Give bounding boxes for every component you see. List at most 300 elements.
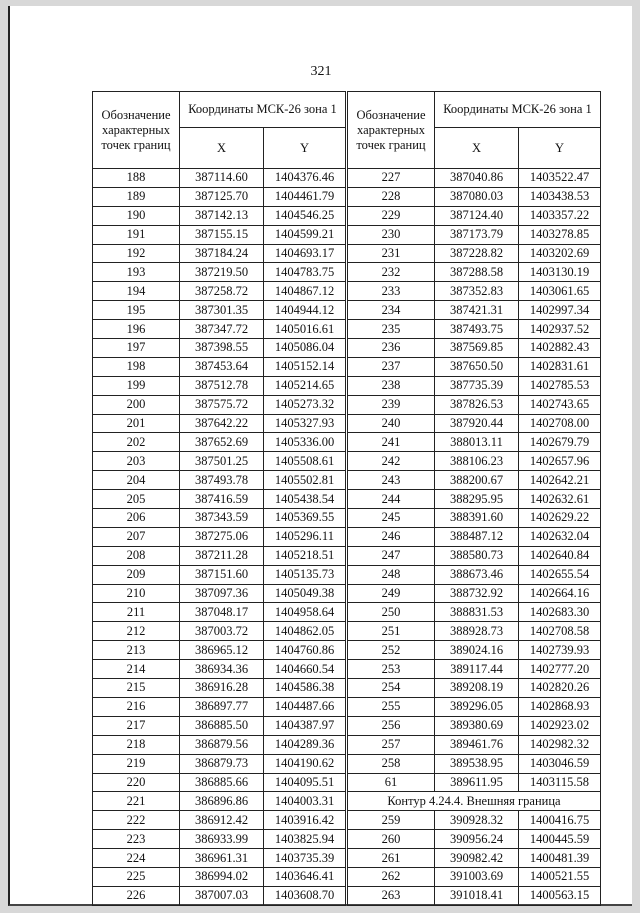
coordinates-table-right	[347, 91, 601, 906]
point-id-cell: 210	[93, 584, 180, 603]
table-row	[348, 584, 601, 603]
x-coord-cell: 389208.19	[435, 679, 519, 698]
y-coord-cell: 1402739.93	[519, 641, 601, 660]
point-id-cell: 261	[348, 849, 435, 868]
point-id-cell: 248	[348, 565, 435, 584]
x-coord-cell: 388732.92	[435, 584, 519, 603]
x-coord-cell: 387301.35	[180, 301, 264, 320]
y-coord-cell: 1405296.11	[264, 527, 346, 546]
x-coord-cell: 387228.82	[435, 244, 519, 263]
y-coord-cell: 1405135.73	[264, 565, 346, 584]
table-row	[348, 301, 601, 320]
table-row	[348, 395, 601, 414]
x-coord-cell: 388295.95	[435, 490, 519, 509]
point-id-cell: 256	[348, 716, 435, 735]
y-coord-cell: 1404693.17	[264, 244, 346, 263]
x-coord-cell: 387650.50	[435, 357, 519, 376]
table-row	[348, 603, 601, 622]
table-row	[348, 622, 601, 641]
point-id-cell: 230	[348, 225, 435, 244]
x-coord-cell: 388673.46	[435, 565, 519, 584]
x-coord-cell: 387173.79	[435, 225, 519, 244]
point-id-cell: 247	[348, 546, 435, 565]
table-row	[93, 414, 346, 433]
point-id-cell: 232	[348, 263, 435, 282]
y-coord-cell: 1402657.96	[519, 452, 601, 471]
y-coord-cell: 1402642.21	[519, 471, 601, 490]
table-row	[348, 679, 601, 698]
table-row	[93, 565, 346, 584]
table-row	[93, 584, 346, 603]
point-id-cell: 201	[93, 414, 180, 433]
point-id-cell: 192	[93, 244, 180, 263]
x-coord-cell: 386879.73	[180, 754, 264, 773]
point-id-cell: 195	[93, 301, 180, 320]
point-id-cell: 203	[93, 452, 180, 471]
y-coord-cell: 1402820.26	[519, 679, 601, 698]
y-coord-cell: 1405508.61	[264, 452, 346, 471]
y-coord-cell: 1404003.31	[264, 792, 346, 811]
table-row	[348, 339, 601, 358]
x-coord-cell: 387155.15	[180, 225, 264, 244]
table-row	[93, 527, 346, 546]
point-id-cell: 257	[348, 735, 435, 754]
table-row	[93, 697, 346, 716]
y-column-header: Y	[519, 128, 601, 169]
table-row	[348, 187, 601, 206]
table-row	[93, 886, 346, 905]
point-column-header: Обозначение характерных точек границ	[348, 92, 435, 169]
x-coord-cell: 387048.17	[180, 603, 264, 622]
point-id-cell: 211	[93, 603, 180, 622]
point-id-cell: 246	[348, 527, 435, 546]
y-coord-cell: 1402679.79	[519, 433, 601, 452]
y-coord-cell: 1402831.61	[519, 357, 601, 376]
x-coord-cell: 387512.78	[180, 376, 264, 395]
y-coord-cell: 1405502.81	[264, 471, 346, 490]
x-coord-cell: 387398.55	[180, 339, 264, 358]
y-coord-cell: 1403115.58	[519, 773, 601, 792]
table-row	[348, 565, 601, 584]
table-row	[93, 433, 346, 452]
y-coord-cell: 1405214.65	[264, 376, 346, 395]
y-coord-cell: 1405438.54	[264, 490, 346, 509]
y-coord-cell: 1400521.55	[519, 867, 601, 886]
x-coord-cell: 387258.72	[180, 282, 264, 301]
table-row	[93, 282, 346, 301]
y-coord-cell: 1403608.70	[264, 886, 346, 905]
x-coord-cell: 391003.69	[435, 867, 519, 886]
y-coord-cell: 1402937.52	[519, 320, 601, 339]
x-coord-cell: 386916.28	[180, 679, 264, 698]
x-coord-cell: 387493.75	[435, 320, 519, 339]
table-row	[348, 527, 601, 546]
x-coord-cell: 387343.59	[180, 509, 264, 528]
y-coord-cell: 1404546.25	[264, 206, 346, 225]
page-number: 321	[310, 64, 332, 79]
table-row	[93, 509, 346, 528]
x-coord-cell: 390928.32	[435, 811, 519, 830]
y-coord-cell: 1403735.39	[264, 849, 346, 868]
table-row	[348, 641, 601, 660]
y-coord-cell: 1404461.79	[264, 187, 346, 206]
x-coord-cell: 386961.31	[180, 849, 264, 868]
x-coord-cell: 387124.40	[435, 206, 519, 225]
y-coord-cell: 1402868.93	[519, 697, 601, 716]
table-row	[93, 263, 346, 282]
point-id-cell: 237	[348, 357, 435, 376]
x-coord-cell: 387288.58	[435, 263, 519, 282]
y-coord-cell: 1402743.65	[519, 395, 601, 414]
x-coord-cell: 387003.72	[180, 622, 264, 641]
y-coord-cell: 1405336.00	[264, 433, 346, 452]
point-id-cell: 221	[93, 792, 180, 811]
x-coord-cell: 390982.42	[435, 849, 519, 868]
document-page	[8, 6, 632, 906]
y-coord-cell: 1402708.58	[519, 622, 601, 641]
point-id-cell: 212	[93, 622, 180, 641]
x-column-header: X	[435, 128, 519, 169]
x-coord-cell: 387040.86	[435, 169, 519, 188]
table-row	[348, 244, 601, 263]
x-coord-cell: 387211.28	[180, 546, 264, 565]
table-row	[93, 376, 346, 395]
y-coord-cell: 1404958.64	[264, 603, 346, 622]
table-row	[93, 357, 346, 376]
x-coord-cell: 387421.31	[435, 301, 519, 320]
point-id-cell: 188	[93, 169, 180, 188]
x-coord-cell: 387569.85	[435, 339, 519, 358]
y-coord-cell: 1400445.59	[519, 830, 601, 849]
x-coord-cell: 387275.06	[180, 527, 264, 546]
y-coord-cell: 1405152.14	[264, 357, 346, 376]
x-coord-cell: 387151.60	[180, 565, 264, 584]
point-id-cell: 228	[348, 187, 435, 206]
x-coord-cell: 387575.72	[180, 395, 264, 414]
point-id-cell: 244	[348, 490, 435, 509]
y-coord-cell: 1405369.55	[264, 509, 346, 528]
point-id-cell: 243	[348, 471, 435, 490]
y-coord-cell: 1403061.65	[519, 282, 601, 301]
y-coord-cell: 1404867.12	[264, 282, 346, 301]
x-coord-cell: 387114.60	[180, 169, 264, 188]
x-coord-cell: 387184.24	[180, 244, 264, 263]
x-coord-cell: 386885.66	[180, 773, 264, 792]
point-id-cell: 219	[93, 754, 180, 773]
point-id-cell: 208	[93, 546, 180, 565]
x-coord-cell: 387493.78	[180, 471, 264, 490]
y-coord-cell: 1402882.43	[519, 339, 601, 358]
y-coord-cell: 1403130.19	[519, 263, 601, 282]
table-row	[93, 452, 346, 471]
table-row	[348, 849, 601, 868]
y-coord-cell: 1402632.61	[519, 490, 601, 509]
y-coord-cell: 1404289.36	[264, 735, 346, 754]
table-row	[348, 263, 601, 282]
table-row	[348, 225, 601, 244]
point-id-cell: 216	[93, 697, 180, 716]
x-coord-cell: 388391.60	[435, 509, 519, 528]
x-coord-cell: 387920.44	[435, 414, 519, 433]
coordinates-table-left	[92, 91, 346, 906]
table-row	[348, 433, 601, 452]
y-coord-cell: 1405327.93	[264, 414, 346, 433]
point-id-cell: 223	[93, 830, 180, 849]
y-coord-cell: 1400481.39	[519, 849, 601, 868]
y-coord-cell: 1402683.30	[519, 603, 601, 622]
table-row	[348, 206, 601, 225]
y-coord-cell: 1404487.66	[264, 697, 346, 716]
y-coord-cell: 1402664.16	[519, 584, 601, 603]
table-row	[93, 849, 346, 868]
point-id-cell: 220	[93, 773, 180, 792]
point-id-cell: 235	[348, 320, 435, 339]
point-id-cell: 214	[93, 660, 180, 679]
x-coord-cell: 389538.95	[435, 754, 519, 773]
point-id-cell: 231	[348, 244, 435, 263]
y-coord-cell: 1403646.41	[264, 867, 346, 886]
x-coord-cell: 387826.53	[435, 395, 519, 414]
x-coord-cell: 391018.41	[435, 886, 519, 905]
table-row	[348, 376, 601, 395]
table-row	[93, 716, 346, 735]
table-row	[93, 490, 346, 509]
table-row	[348, 735, 601, 754]
section-label: Контур 4.24.4. Внешняя граница	[348, 792, 601, 811]
y-coord-cell: 1400416.75	[519, 811, 601, 830]
table-row	[93, 471, 346, 490]
table-row	[348, 886, 601, 905]
point-id-cell: 242	[348, 452, 435, 471]
table-row	[93, 641, 346, 660]
y-column-header: Y	[264, 128, 346, 169]
table-row	[93, 339, 346, 358]
point-id-cell: 238	[348, 376, 435, 395]
x-coord-cell: 386897.77	[180, 697, 264, 716]
y-coord-cell: 1403202.69	[519, 244, 601, 263]
point-id-cell: 197	[93, 339, 180, 358]
point-id-cell: 234	[348, 301, 435, 320]
y-coord-cell: 1403357.22	[519, 206, 601, 225]
left-table-body	[93, 169, 346, 906]
y-coord-cell: 1403438.53	[519, 187, 601, 206]
y-coord-cell: 1405016.61	[264, 320, 346, 339]
x-coord-cell: 387501.25	[180, 452, 264, 471]
table-row	[348, 490, 601, 509]
y-coord-cell: 1405218.51	[264, 546, 346, 565]
table-row	[93, 603, 346, 622]
table-row	[93, 244, 346, 263]
y-coord-cell: 1404783.75	[264, 263, 346, 282]
point-id-cell: 61	[348, 773, 435, 792]
table-row	[348, 716, 601, 735]
y-coord-cell: 1405049.38	[264, 584, 346, 603]
x-coord-cell: 388487.12	[435, 527, 519, 546]
table-row	[348, 320, 601, 339]
point-id-cell: 190	[93, 206, 180, 225]
point-id-cell: 224	[93, 849, 180, 868]
table-row	[348, 169, 601, 188]
x-coord-cell: 387352.83	[435, 282, 519, 301]
x-coord-cell: 387735.39	[435, 376, 519, 395]
point-id-cell: 240	[348, 414, 435, 433]
x-coord-cell: 387142.13	[180, 206, 264, 225]
point-id-cell: 225	[93, 867, 180, 886]
table-row	[93, 187, 346, 206]
y-coord-cell: 1402632.04	[519, 527, 601, 546]
table-row	[93, 811, 346, 830]
table-row	[93, 735, 346, 754]
x-coord-cell: 386933.99	[180, 830, 264, 849]
table-row	[348, 697, 601, 716]
point-id-cell: 204	[93, 471, 180, 490]
table-row	[93, 792, 346, 811]
point-id-cell: 253	[348, 660, 435, 679]
x-coord-cell: 388013.11	[435, 433, 519, 452]
y-coord-cell: 1402982.32	[519, 735, 601, 754]
y-coord-cell: 1404760.86	[264, 641, 346, 660]
point-id-cell: 213	[93, 641, 180, 660]
y-coord-cell: 1405086.04	[264, 339, 346, 358]
table-row	[348, 830, 601, 849]
y-coord-cell: 1404387.97	[264, 716, 346, 735]
x-coord-cell: 387347.72	[180, 320, 264, 339]
point-id-cell: 222	[93, 811, 180, 830]
table-row	[348, 452, 601, 471]
point-id-cell: 258	[348, 754, 435, 773]
coords-group-header: Координаты МСК-26 зона 1	[180, 92, 346, 128]
point-id-cell: 255	[348, 697, 435, 716]
table-row	[93, 679, 346, 698]
x-coord-cell: 388928.73	[435, 622, 519, 641]
point-column-header: Обозначение характерных точек границ	[93, 92, 180, 169]
point-id-cell: 226	[93, 886, 180, 905]
x-coord-cell: 386896.86	[180, 792, 264, 811]
point-id-cell: 251	[348, 622, 435, 641]
table-row	[348, 660, 601, 679]
y-coord-cell: 1404095.51	[264, 773, 346, 792]
table-row	[93, 773, 346, 792]
point-id-cell: 260	[348, 830, 435, 849]
x-coord-cell: 390956.24	[435, 830, 519, 849]
table-row	[93, 830, 346, 849]
point-id-cell: 205	[93, 490, 180, 509]
table-row	[93, 225, 346, 244]
point-id-cell: 263	[348, 886, 435, 905]
x-coord-cell: 388200.67	[435, 471, 519, 490]
point-id-cell: 239	[348, 395, 435, 414]
y-coord-cell: 1404586.38	[264, 679, 346, 698]
x-coord-cell: 386965.12	[180, 641, 264, 660]
x-coord-cell: 386879.56	[180, 735, 264, 754]
coords-group-header: Координаты МСК-26 зона 1	[435, 92, 601, 128]
point-id-cell: 250	[348, 603, 435, 622]
point-id-cell: 193	[93, 263, 180, 282]
right-table-body	[348, 169, 601, 906]
point-id-cell: 215	[93, 679, 180, 698]
x-coord-cell: 389380.69	[435, 716, 519, 735]
x-coord-cell: 386885.50	[180, 716, 264, 735]
point-id-cell: 207	[93, 527, 180, 546]
point-id-cell: 241	[348, 433, 435, 452]
x-coord-cell: 387219.50	[180, 263, 264, 282]
point-id-cell: 202	[93, 433, 180, 452]
y-coord-cell: 1404376.46	[264, 169, 346, 188]
x-coord-cell: 387652.69	[180, 433, 264, 452]
table-row	[93, 301, 346, 320]
x-coord-cell: 387453.64	[180, 357, 264, 376]
y-coord-cell: 1402655.54	[519, 565, 601, 584]
y-coord-cell: 1402785.53	[519, 376, 601, 395]
x-coord-cell: 389296.05	[435, 697, 519, 716]
x-coord-cell: 388106.23	[435, 452, 519, 471]
table-row	[348, 754, 601, 773]
table-row	[93, 320, 346, 339]
table-row	[93, 622, 346, 641]
y-coord-cell: 1403825.94	[264, 830, 346, 849]
y-coord-cell: 1402708.00	[519, 414, 601, 433]
point-id-cell: 233	[348, 282, 435, 301]
table-row	[93, 867, 346, 886]
y-coord-cell: 1403522.47	[519, 169, 601, 188]
table-row	[93, 206, 346, 225]
x-coord-cell: 387642.22	[180, 414, 264, 433]
table-row	[348, 867, 601, 886]
x-coord-cell: 388831.53	[435, 603, 519, 622]
y-coord-cell: 1400563.15	[519, 886, 601, 905]
point-id-cell: 236	[348, 339, 435, 358]
table-row	[348, 282, 601, 301]
y-coord-cell: 1402923.02	[519, 716, 601, 735]
point-id-cell: 194	[93, 282, 180, 301]
point-id-cell: 199	[93, 376, 180, 395]
y-coord-cell: 1402629.22	[519, 509, 601, 528]
x-coord-cell: 389611.95	[435, 773, 519, 792]
point-id-cell: 196	[93, 320, 180, 339]
table-row	[348, 357, 601, 376]
point-id-cell: 259	[348, 811, 435, 830]
x-coord-cell: 389024.16	[435, 641, 519, 660]
point-id-cell: 254	[348, 679, 435, 698]
y-coord-cell: 1403916.42	[264, 811, 346, 830]
point-id-cell: 227	[348, 169, 435, 188]
table-row	[348, 471, 601, 490]
point-id-cell: 191	[93, 225, 180, 244]
x-coord-cell: 386994.02	[180, 867, 264, 886]
table-row	[93, 169, 346, 188]
y-coord-cell: 1404599.21	[264, 225, 346, 244]
y-coord-cell: 1404862.05	[264, 622, 346, 641]
y-coord-cell: 1403046.59	[519, 754, 601, 773]
table-row	[93, 660, 346, 679]
table-row	[93, 754, 346, 773]
x-coord-cell: 387007.03	[180, 886, 264, 905]
table-row	[348, 509, 601, 528]
x-coord-cell: 387097.36	[180, 584, 264, 603]
x-coord-cell: 386912.42	[180, 811, 264, 830]
x-coord-cell: 389461.76	[435, 735, 519, 754]
point-id-cell: 189	[93, 187, 180, 206]
table-row	[348, 546, 601, 565]
y-coord-cell: 1404660.54	[264, 660, 346, 679]
table-row	[348, 773, 601, 792]
y-coord-cell: 1402777.20	[519, 660, 601, 679]
table-row	[93, 546, 346, 565]
y-coord-cell: 1402997.34	[519, 301, 601, 320]
x-coord-cell: 387125.70	[180, 187, 264, 206]
point-id-cell: 206	[93, 509, 180, 528]
point-id-cell: 249	[348, 584, 435, 603]
